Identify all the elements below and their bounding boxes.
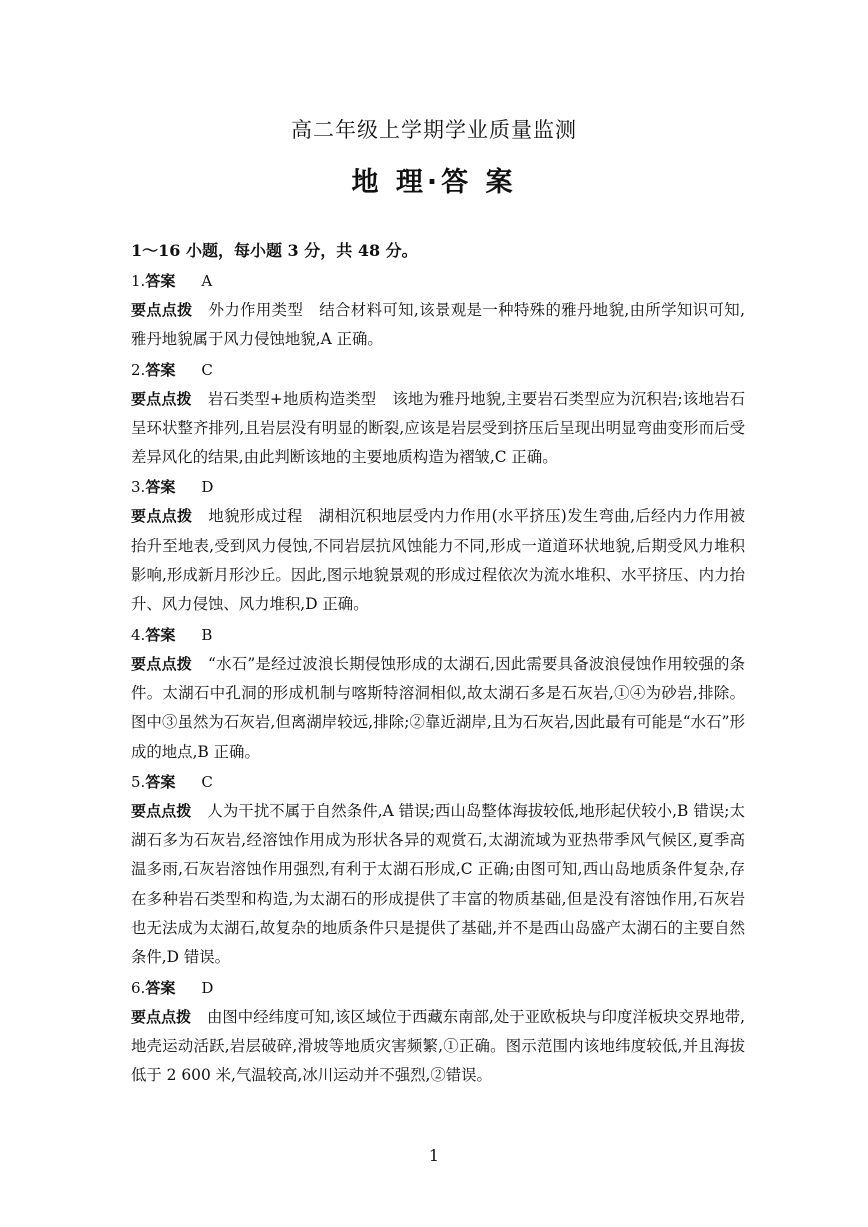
explanation-topic: 地貌形成过程 [208,507,303,526]
explanation-text: 结合材料可知,该景观是一种特殊的雅丹地貌,由所学知识可知,雅丹地貌属于风力侵蚀地貌,A 正确。 [131,301,745,349]
answer-item [131,973,745,1091]
page-title: 高二年级上学期学业质量监测 [291,118,577,142]
answer-item [131,767,745,973]
page-subtitle: 地 理·答 案 [351,167,517,198]
explanation-label: 要点点拨 [131,507,193,526]
explanation [131,385,745,473]
explanation-label: 要点点拨 [131,1007,192,1026]
answer-line [131,355,745,385]
answer-list [131,266,745,1091]
answer-line [131,266,745,296]
answer-item [131,472,745,619]
answer-content [131,236,745,1091]
question-number: 3. [131,478,146,497]
explanation [131,797,745,973]
explanation [131,1003,745,1091]
answer-label: 答案 [145,978,176,997]
answer-label: 答案 [145,272,176,290]
answer-item [131,620,745,767]
question-number: 6. [131,978,146,997]
explanation [131,650,745,767]
answer-label: 答案 [145,478,176,497]
answer-value: C [201,772,213,791]
explanation-label: 要点点拨 [131,801,192,820]
explanation-topic: 岩石类型+地质构造类型 [207,389,377,408]
explanation-text: 由图中经纬度可知,该区域位于西藏东南部,处于亚欧板块与印度洋板块交界地带,地壳运动活跃,岩层破碎,滑坡等地质灾害频繁,①正确。图示范围内该地纬度较低,并且海拔低于 2 600 米,气温较高,冰川运动并不强烈,②错误。 [131,1007,745,1085]
explanation-text: 湖相沉积地层受内力作用(水平挤压)发生弯曲,后经内力作用被抬升至地表,受到风力侵蚀,不同岩层抗风蚀能力不同,形成一道道环状地貌,后期受风力堆积影响,形成新月形沙丘。因此,图示地貌景观的形成过程依次为流水堆积、水平挤压、内力抬升、风力侵蚀、风力堆积,D 正确。 [131,507,745,614]
question-number: 1. [131,272,146,290]
answer-label: 答案 [145,360,176,379]
answer-item [131,266,745,355]
page-number: 1 [428,1146,440,1165]
explanation-text: “水石”是经过波浪长期侵蚀形成的太湖石,因此需要具备波浪侵蚀作用较强的条件。太湖石中孔洞的形成机制与喀斯特溶洞相似,故太湖石多是石灰岩,①④为砂岩,排除。图中③虽然为石灰岩,但离湖岸较远,排除;②靠近湖岸,且为石灰岩,因此最有可能是“水石”形成的地点,B 正确。 [131,654,745,761]
answer-line [131,472,745,502]
answer-label: 答案 [145,625,176,644]
answer-value: B [201,625,213,644]
answer-label: 答案 [145,772,176,791]
answer-line [131,620,745,650]
explanation-label: 要点点拨 [131,389,192,408]
answer-value: C [201,360,213,379]
question-number: 4. [131,625,146,644]
question-number: 5. [131,772,146,791]
question-number: 2. [131,360,146,379]
explanation-text: 该地为雅丹地貌,主要岩石类型应为沉积岩;该地岩石呈环状整齐排列,且岩层没有明显的断裂,应该是岩层受到挤压后呈现出明显弯曲变形而后受差异风化的结果,由此判断该地的主要地质构造为褶皱,C 正确。 [131,389,745,467]
answer-value: D [201,978,214,997]
explanation-label: 要点点拨 [131,654,192,673]
explanation-topic: 外力作用类型 [208,301,304,319]
answer-value: D [201,478,214,497]
explanation [131,502,745,619]
answer-line [131,767,745,797]
answer-line [131,973,745,1003]
section-intro: 1～16 小题，每小题 3 分，共 48 分。 [131,241,418,260]
answer-item [131,355,745,473]
answer-value: A [201,272,213,290]
explanation-text: 人为干扰不属于自然条件,A 错误;西山岛整体海拔较低,地形起伏较小,B 错误;太湖石多为石灰岩,经溶蚀作用成为形状各异的观赏石,太湖流域为亚热带季风气候区,夏季高温多雨,石灰岩溶蚀作用强烈,有利于太湖石形成,C 正确;由图可知,西山岛地质条件复杂,存在多种岩石类型和构造,为太湖石的形成提供了丰富的物质基础,但是没有溶蚀作用,石灰岩也无法成为太湖石,故复杂的地质条件只是提供了基础,并不是西山岛盛产太湖石的主要自然条件,D 错误。 [131,801,745,967]
explanation-label: 要点点拨 [131,301,193,319]
explanation [131,296,745,355]
